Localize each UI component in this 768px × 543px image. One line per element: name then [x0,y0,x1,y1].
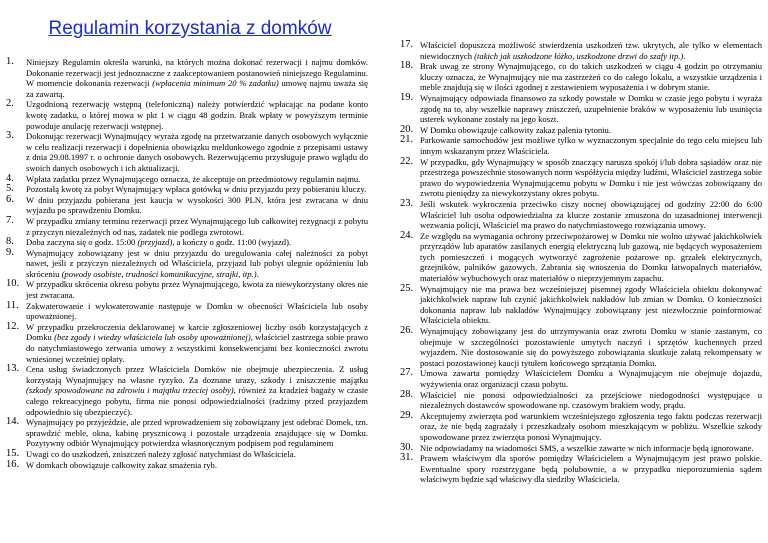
rule-number: 14. [6,416,20,428]
rule-text [420,40,762,61]
rule-text [420,135,762,156]
rule-text [26,460,368,471]
rule-item [400,199,762,231]
rule-text-italic: (takich jak uszkodzone łóżko, uszkodzone drzwi do szafy itp.) [474,50,684,61]
rule-text [420,411,762,443]
rule-item [6,184,368,195]
rule-text-main: Akceptujemy zwierzęta pod warunkiem wcześniejszego zgłoszenia tego faktu podczas rezerwacji oraz, że nie będą zagrażały i przeszkadzały osobom mieszkającym w pobliżu. Wszelkie szkody spowodowane przez zwierzęta ponosi Wynajmujący. [420,410,762,442]
rule-item [400,390,762,411]
rule-text-main: Pozostałą kwotę za pobyt Wynajmujący wpłaca gotówką w dniu przyjazdu przy pobieraniu kluczy. [26,184,367,195]
rule-text-main: Wynajmujący zobowiązany jest do utrzymywania oraz zwrotu Domku w stanie zastanym, co obejmuje w szczególności pozostawienie umytych naczyń i sprzętów kuchennych przed wyjazdem. Nie dostosowanie się do powyższego zobowiązania skutkuje załatą rekompensaty w postaci pozostawionej kaucji tytułem końcowego sprzątania Domku. [420,326,762,368]
rule-text [26,237,368,248]
rule-text [420,453,762,485]
rule-text-italic: (wpłacenia minimum 20 % zadatku) [152,78,279,89]
rule-number: 7. [6,214,14,226]
rule-item [6,99,368,131]
rule-text-main: Nie odpowiadamy na wiadomości SMS, a wszelkie zawarte w nich informacje będą ignorowane. [420,442,754,453]
rule-text [26,99,368,131]
rule-text [420,231,762,284]
rule-item [400,157,762,199]
rule-item [6,195,368,216]
rule-text-main: Doba zaczyna się o godz. 15:00 [26,237,138,248]
rule-text-after: , właściciel zastrzega sobie prawo do natychmiastowego zerwania umowy z wszystkimi konsekwencjami bez konieczności zwrotu wniesionej wcześniej opłaty. [26,332,368,364]
rule-text-main: Zakwaterowanie i wykwaterowanie następuje w Domku w obecności Właściciela lub osoby upoważnionej. [26,300,368,322]
rule-text [420,157,762,199]
rule-text [26,364,368,417]
rule-number: 5. [6,183,14,195]
rule-item [6,417,368,449]
rule-number: 6. [6,193,14,205]
rule-number: 8. [6,236,14,248]
rule-number: 29. [400,409,414,421]
rule-item [6,301,368,322]
rule-text-main: Jeśli wskutek wykroczenia przeciwko ciszy nocnej obowiązującej od godziny 22:00 do 6:00 Właściciel lub osoba odpowiedzialna za klucze zostanie zmuszona do uzasadnionej interwencji wezwania policji, Właściciel ma prawo do natychmiastowego rozwiązania umowy. [420,198,762,231]
rules-list-left [6,57,368,470]
rule-text [420,390,762,411]
rule-text-after: umowę najmu uważa się za zawartą. [26,78,368,99]
rule-item [400,326,762,368]
rule-text-main: Wpłata zadatku przez Wynajmującego oznacza, że akceptuje on przedmiotowy regulamin najmu. [26,173,361,184]
rule-text [420,326,762,368]
rule-text-main: W przypadku, gdy Wynajmujący w sposób znaczący narusza spokój i/lub dobra sąsiadów oraz nie przestrzega powszechnie stosowanych norm współżycia między ludźmi, Właściciel zastrzega sobie prawo do wypowiedzenia Wynajmującemu pobytu w Domku i nie jest wówczas zobowiązany do zwrotu pieniędzy za niewykorzystany okres pobytu. [420,156,762,199]
rule-number: 11. [6,299,19,311]
document-title: Regulamin korzystania z domków [48,18,332,39]
rule-number: 12. [6,320,20,332]
rule-text [26,301,368,322]
rule-item [6,216,368,237]
rule-text [26,131,368,173]
rule-text-italic: (szkody spowodowane na zdrowiu i majątku trzeciej osoby) [26,385,234,396]
rule-item [6,449,368,460]
rule-number: 21. [400,134,414,146]
rule-number: 9. [6,246,14,258]
rule-text-main: Ze względu na wymagania ochrony przeciwpożarowej w Domku nie wolno używać jakichkolwiek przyrządów lub aparatów zasilanych energią elektryczną lub gazową, nie będących wyposażeniem tych pomieszczeń i mogących wytworzyć zagrożenie pożarowe np. grzałek elektrycznych, grzejników, palników gazowych. Zabrania się wnoszenia do Domku łatwopalnych materiałów, materiałów wybuchowych oraz materiałów o nieprzyjemnym zapachu. [420,230,762,284]
rule-number: 19. [400,91,414,103]
rule-item [6,248,368,280]
rule-text-main: Wynajmujący odpowiada finansowo za szkody powstałe w Domku w czasie jego pobytu i wyraża zgodę na to, aby wszelkie naprawy zniszczeń, uzupełnienie braków w wyposażeniu lub usunięcia usterek wykonane zostały na jego koszt. [420,92,762,125]
rule-number: 4. [6,172,14,184]
rule-item [400,453,762,485]
rule-text-main: W przypadku skrócenia okresu pobytu przez Wynajmującego, kwota za niewykorzystany okres nie jest zwracana. [26,279,368,301]
rule-text-main: Dokonując rezerwacji Wynajmujący wyraża zgodę na przetwarzanie danych osobowych wyłącznie w celu realizacji rezerwacji i dopełnienia obowiązku meldunkowego zgodnie z przepisami ustawy z dnia 29.08.1997 r. o ochronie danych osobowych. Rezerwującemu przysługuje prawo wglądu do swoich danych osobowych i ich aktualizacji. [26,131,368,173]
rule-text-main: Umowa zawarta pomiędzy Właścicielem Domku a Wynajmującym nie obejmuje dojazdu, wyżywienia oraz organizacji czasu pobytu. [420,368,762,389]
rule-number: 31. [400,452,414,464]
rule-number: 3. [6,130,14,142]
rule-text-after: , a kończy o godz. 11:00 (wyjazd). [172,237,292,248]
rule-text [26,195,368,216]
rule-item [400,231,762,284]
rule-item [6,131,368,173]
rule-text [420,443,762,454]
rule-text [26,322,368,364]
rule-number: 24. [400,229,414,241]
rule-item [400,368,762,389]
rule-text [420,125,762,136]
rule-text [26,174,368,185]
rule-text-italic: (przyjazd) [137,237,173,248]
rule-item [400,443,762,454]
rule-text [26,216,368,237]
rule-text [420,284,762,326]
rule-item [400,135,762,156]
rule-text-after: . [683,50,686,61]
rule-item [6,460,368,471]
rule-text-main: Parkowanie samochodów jest możliwe tylko w wyznaczonym specjalnie do tego celu miejscu lub innym wskazanym przez Właściciela. [420,135,762,156]
rule-item [400,40,762,61]
rule-text-main: Uzgodnioną rezerwację wstępną (telefoniczną) należy potwierdzić wpłacając na podane konto kwotę zadatku, o której mowa w pkt 1 w ciągu 48 godzin. Brak wpłaty w powyższym terminie powoduje anulację rezerwacji wstępnej. [26,99,368,131]
rule-text [26,248,368,280]
rule-text-main: W przypadku zmiany terminu rezerwacji przez Wynajmującego lub całkowitej rezygnacji z pobytu z przyczyn niezależnych od nas, zadatek nie podlega zwrotowi. [26,215,368,237]
rule-text [420,93,762,125]
rule-text-main: Brak uwag ze strony Wynajmującego, co do takich uszkodzeń w ciągu 4 godzin po otrzymaniu kluczy oznacza, że Wynajmujący nie ma zastrzeżeń co do całego lokalu, a wszystkie urządzenia i meble znajdują się w ilości zgodnej z zestawieniem wyposażenia i w dobrym stanie. [420,61,762,93]
rule-text [420,368,762,389]
rule-number: 1. [6,56,14,67]
rule-number: 22. [400,155,414,167]
rule-text [26,279,368,300]
rule-text [26,417,368,449]
rule-text-main: W Domku obowiązuje całkowity zakaz palenia tytoniu. [420,124,611,135]
rule-text-main: Wynajmujący zobowiązany jest w dniu przyjazdu do uregulowania całej należności za pobyt nawet, jeśli z przyczyn niezależnych od Właściciela, przyjazd lub pobyt ulegnie opóźnieniu lub skróceniu [26,247,368,279]
rule-number: 23. [400,197,414,209]
rule-number: 20. [400,123,414,135]
rule-number: 26. [400,325,414,337]
rule-item [6,364,368,417]
rule-text [26,57,368,99]
rule-item [400,411,762,443]
rule-number: 16. [6,458,20,470]
rule-number: 30. [400,441,414,453]
rule-item [400,93,762,125]
rule-text [420,199,762,231]
rule-number: 25. [400,282,414,294]
rule-number: 15. [6,447,20,459]
rule-text-main: Prawem właściwym dla sporów pomiędzy Właścicielem a Wynajmującym jest prawo polskie. Ewentualne spory rozstrzygane będą polubownie, a w przypadku nieporozumienia sądem właściwym będzie sąd właściwy dla siedziby Właściciela. [420,453,762,485]
rule-item [6,57,368,99]
rule-item [400,61,762,93]
rule-text-main: Właściciel dopuszcza możliwość stwierdzenia uszkodzeń tzw. ukrytych, ale tylko w elementach niewidocznych [420,40,762,61]
rule-text-main: W domkach obowiązuje całkowity zakaz smażenia ryb. [26,459,217,470]
rule-item [6,279,368,300]
rule-item [400,125,762,136]
rule-text-main: Właściciel nie ponosi odpowiedzialności za przejściowe niedogodności występujące u niezależnych dostawców spowodowane np. czasowym brakiem wody, prądu. [420,389,762,411]
rule-number: 18. [400,60,414,72]
rules-list-right [400,40,762,485]
rule-text-main: Uwagi co do uszkodzeń, zniszczeń należy zgłosić natychmiast do Właściciela. [26,448,296,459]
rule-text [26,449,368,460]
rule-text-after: , również za kradzież bagaży w czasie całego rekreacyjnego pobytu, firma nie ponosi odpowiedzialności (radzimy przed przyjazdem odpowiednio się ubezpieczyć). [26,385,368,417]
rule-number: 10. [6,278,20,290]
rule-text-italic: (powody osobiste, trudności komunikacyjne, strajki, itp.) [61,268,257,279]
rule-number: 28. [400,388,414,400]
rule-number: 27. [400,367,414,379]
rule-number: 2. [6,98,14,110]
rule-text-after: . [256,268,259,279]
rule-text-main: Cena usług świadczonych przez Właściciela Domków nie obejmuje ubezpieczenia. Z usług korzystają Wynajmujący na własne ryzyko. Za doznane urazy, szkody i zniszczenie majątku [26,364,368,385]
rule-text-italic: (bez zgody i wiedzy właściciela lub osoby upoważnionej) [54,332,251,343]
rule-item [6,237,368,248]
rule-text-main: Wynajmujący nie ma prawa bez wcześniejszej pisemnej zgody Właściciela obiektu dokonywać jakichkolwiek napraw lub czynić jakichkolwiek nakładów lub zmian w Domku. O konieczności dokonania napraw lub nakładów Wynajmujący zobowiązany jest niezwłocznie poinformować Właściciela obiektu. [420,283,762,326]
rule-item [400,284,762,326]
rule-item [6,174,368,185]
rule-text-main: Wynajmujący po przyjeździe, ale przed wprowadzeniem się zobowiązany jest odebrać Domek, tzn. sprawdzić meble, okna, kabinę prysznicową i pozostałe urządzenia znajdujące się w Domku. Pozytywny odbiór Wynajmujący potwierdza własnoręcznym podpisem pod regulaminem [26,417,368,449]
rule-text-main: W przypadku przekroczenia deklarowanej w karcie zgłoszeniowej liczby osób korzystających z Domku [26,321,368,343]
rule-number: 17. [400,39,414,50]
rule-text [26,184,368,195]
rule-item [6,322,368,364]
rule-text [420,61,762,93]
rule-text-main: Niniejszy Regulamin określa warunki, na których można dokonać rezerwacji i najmu domków. Dokonanie rezerwacji jest jednoznaczne z zaakceptowaniem postanowień niniejszego Regulaminu. W momencie dokonania rezerwacji [26,57,368,89]
rule-text-main: W dniu przyjazdu pobierana jest kaucja w wysokości 300 PLN, która jest zwracana w dniu wyjazdu po sprawdzeniu Domku. [26,194,368,216]
rule-number: 13. [6,363,20,375]
